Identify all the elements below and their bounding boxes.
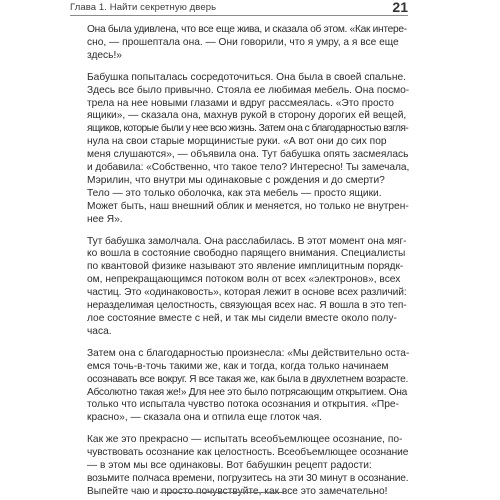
text-line: — в этом мы все одинаковы. Вот бабушкин рецепт радости:	[87, 460, 372, 472]
text-line: красно», — сказала она и отпила еще глоток чая.	[87, 412, 322, 424]
text-line: Затем она с благодарностью произнесла: «Мы действительно оста-	[87, 347, 410, 359]
text-line: Мэрилин, что внутри мы одинаковые с рождения и до смерти?	[87, 174, 385, 186]
text-line: здесь!»	[87, 49, 122, 61]
text-line: Она была удивлена, что все еще жива, и сказала об этом. «Как интере-	[87, 24, 407, 35]
footer-divider	[160, 492, 284, 493]
text-line: частиц. Это «одинаковость», которая лежит в основе всех различий:	[87, 287, 407, 299]
text-line: ом, непрекращающимся потоком волн от всех «электронов», всех	[87, 274, 401, 286]
text-line: Тут бабушка замолчала. Она расслабилась. В этот момент она мяг-	[87, 235, 407, 247]
text-line: только что испытала чувство потока осознания и открытия. «Пре-	[87, 399, 399, 411]
text-line: Может быть, наш внешний облик и меняется, но только не внутрен-	[87, 200, 409, 212]
text-line: часа.	[87, 325, 112, 337]
text-line: нее Я».	[87, 213, 123, 225]
text-line: сно, — прошептала она. — Они говорили, что я умру, а я все еще	[87, 36, 399, 48]
text-line: емся точь-в-точь такими же, как и тогда, когда только начинаем	[87, 360, 389, 372]
text-line: Как же это прекрасно — испытать всеобъемлющее осознание, по-	[87, 434, 403, 446]
text-line: возьмите полчаса времени, погрузитесь на эти 30 минут в осознание.	[87, 472, 409, 484]
text-line: по квантовой физике называют это явление имплицитным порядк-	[87, 261, 404, 273]
text-line: чувствовать осознание как целостность. Всеобъемлющее осознание	[87, 447, 409, 459]
page-number: 21	[392, 0, 408, 15]
text-line: нула на свои старые морщинистые руки. «А вот они до сих пор	[87, 136, 387, 148]
paragraph-1	[87, 24, 409, 63]
body-text	[87, 24, 409, 499]
header-divider	[70, 15, 408, 16]
text-line: Бабушка попыталась сосредоточиться. Она была в своей спальне.	[87, 71, 406, 83]
text-line: ящиков, которые были у нее всю жизнь. Затем она с благодарностью взгля-	[87, 123, 409, 135]
text-line: Выпейте чаю и просто почувствуйте, как все это замечательно!	[87, 485, 388, 497]
running-header	[70, 0, 408, 22]
paragraph-4	[87, 348, 409, 425]
paragraph-2	[87, 72, 409, 227]
text-line: осознавать все вокруг. Я все такая же, как была в двухлетнем возрасте.	[87, 373, 408, 385]
text-line: трела на нее новыми глазами и вдруг рассмеялась. «Это просто	[87, 97, 394, 109]
chapter-title: Глава 1. Найти секретную дверь	[70, 2, 217, 13]
text-line: Абсолютно такая же!» Для нее это было потрясающим открытием. Она	[87, 386, 408, 398]
paragraph-5	[87, 434, 409, 499]
text-line: Тело — это только оболочка, как эта мебель — просто ящики.	[87, 187, 382, 199]
text-line: ящики», — сказала она, махнув рукой в сторону дорогих ей вещей,	[87, 110, 407, 122]
text-line: и добавила: «Собственно, что такое тело? Интересно! Ты замечала,	[87, 162, 410, 174]
text-line: ко вошла в состояние свободно парящего внимания. Специалисты	[87, 248, 406, 260]
text-line: меня слушаются», — объявила она. Тут бабушка опять засмеялась	[87, 149, 409, 161]
text-line: лое состояние вместе с ней, и так мы сидели вместе около полу-	[87, 313, 397, 324]
paragraph-3	[87, 236, 409, 339]
text-line: Здесь все было привычно. Стояла ее любимая мебель. Она посмо-	[87, 84, 410, 96]
text-line: неразделимая целостность, связующая всех нас. Я вошла в это теп-	[87, 300, 407, 312]
